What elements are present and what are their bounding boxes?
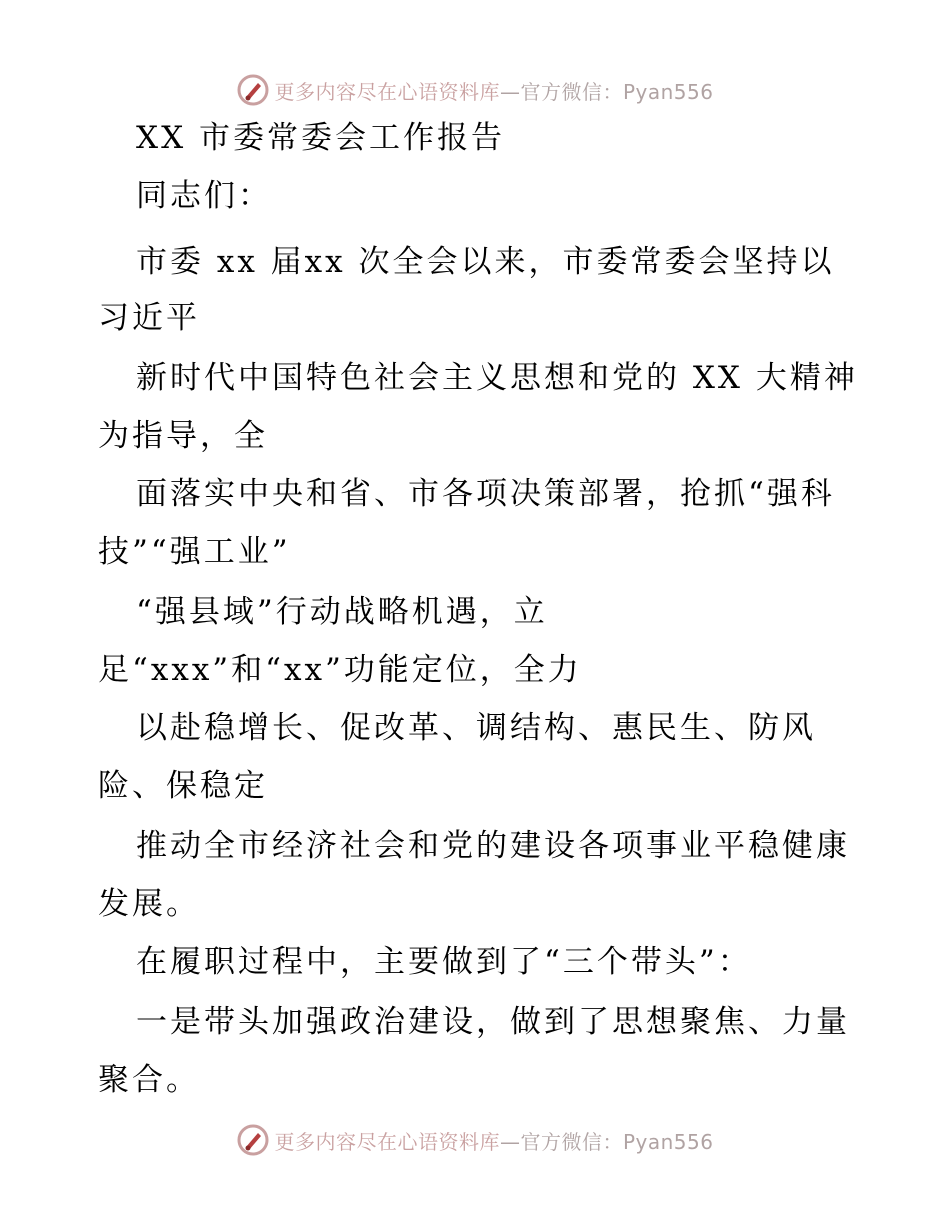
header-watermark (0, 70, 950, 110)
paragraph-line: 在履职过程中，主要做到了“三个带头”： (136, 944, 752, 980)
paragraph-line: 推动全市经济社会和党的建设各项事业平稳健康 (136, 828, 850, 864)
paragraph-line: “强县域”行动战略机遇，立 (136, 594, 548, 630)
document-title: XX 市委常委会工作报告 (136, 120, 505, 156)
paragraph-line: 市委 xx 届xx 次全会以来，市委常委会坚持以 (136, 244, 835, 280)
paragraph-line: 足“xxx”和“xx”功能定位，全力 (98, 652, 582, 688)
paragraph-line: 一是带头加强政治建设，做到了思想聚焦、力量 (136, 1004, 850, 1040)
paragraph-line: 发展。 (98, 886, 200, 922)
paragraph-line: 面落实中央和省、市各项决策部署，抢抓“强科 (136, 476, 835, 512)
paragraph-line: 以赴稳增长、促改革、调结构、惠民生、防风 (136, 710, 816, 746)
paragraph-line: 习近平 (98, 300, 200, 336)
paragraph-line: 技”“强工业” (98, 534, 291, 570)
pen-nib-circle-icon (236, 1123, 270, 1157)
footer-watermark (0, 1120, 950, 1160)
paragraph-line: 为指导，全 (98, 418, 268, 454)
pen-nib-circle-icon (236, 73, 270, 107)
watermark-text: 更多内容尽在心语资料库—官方微信：Pyan556 (274, 1129, 714, 1154)
watermark-text: 更多内容尽在心语资料库—官方微信：Pyan556 (274, 79, 714, 104)
salutation: 同志们： (136, 178, 272, 214)
paragraph-line: 险、保稳定 (98, 768, 268, 804)
paragraph-line: 聚合。 (98, 1062, 200, 1098)
paragraph-line: 新时代中国特色社会主义思想和党的 XX 大精神 (136, 360, 858, 396)
